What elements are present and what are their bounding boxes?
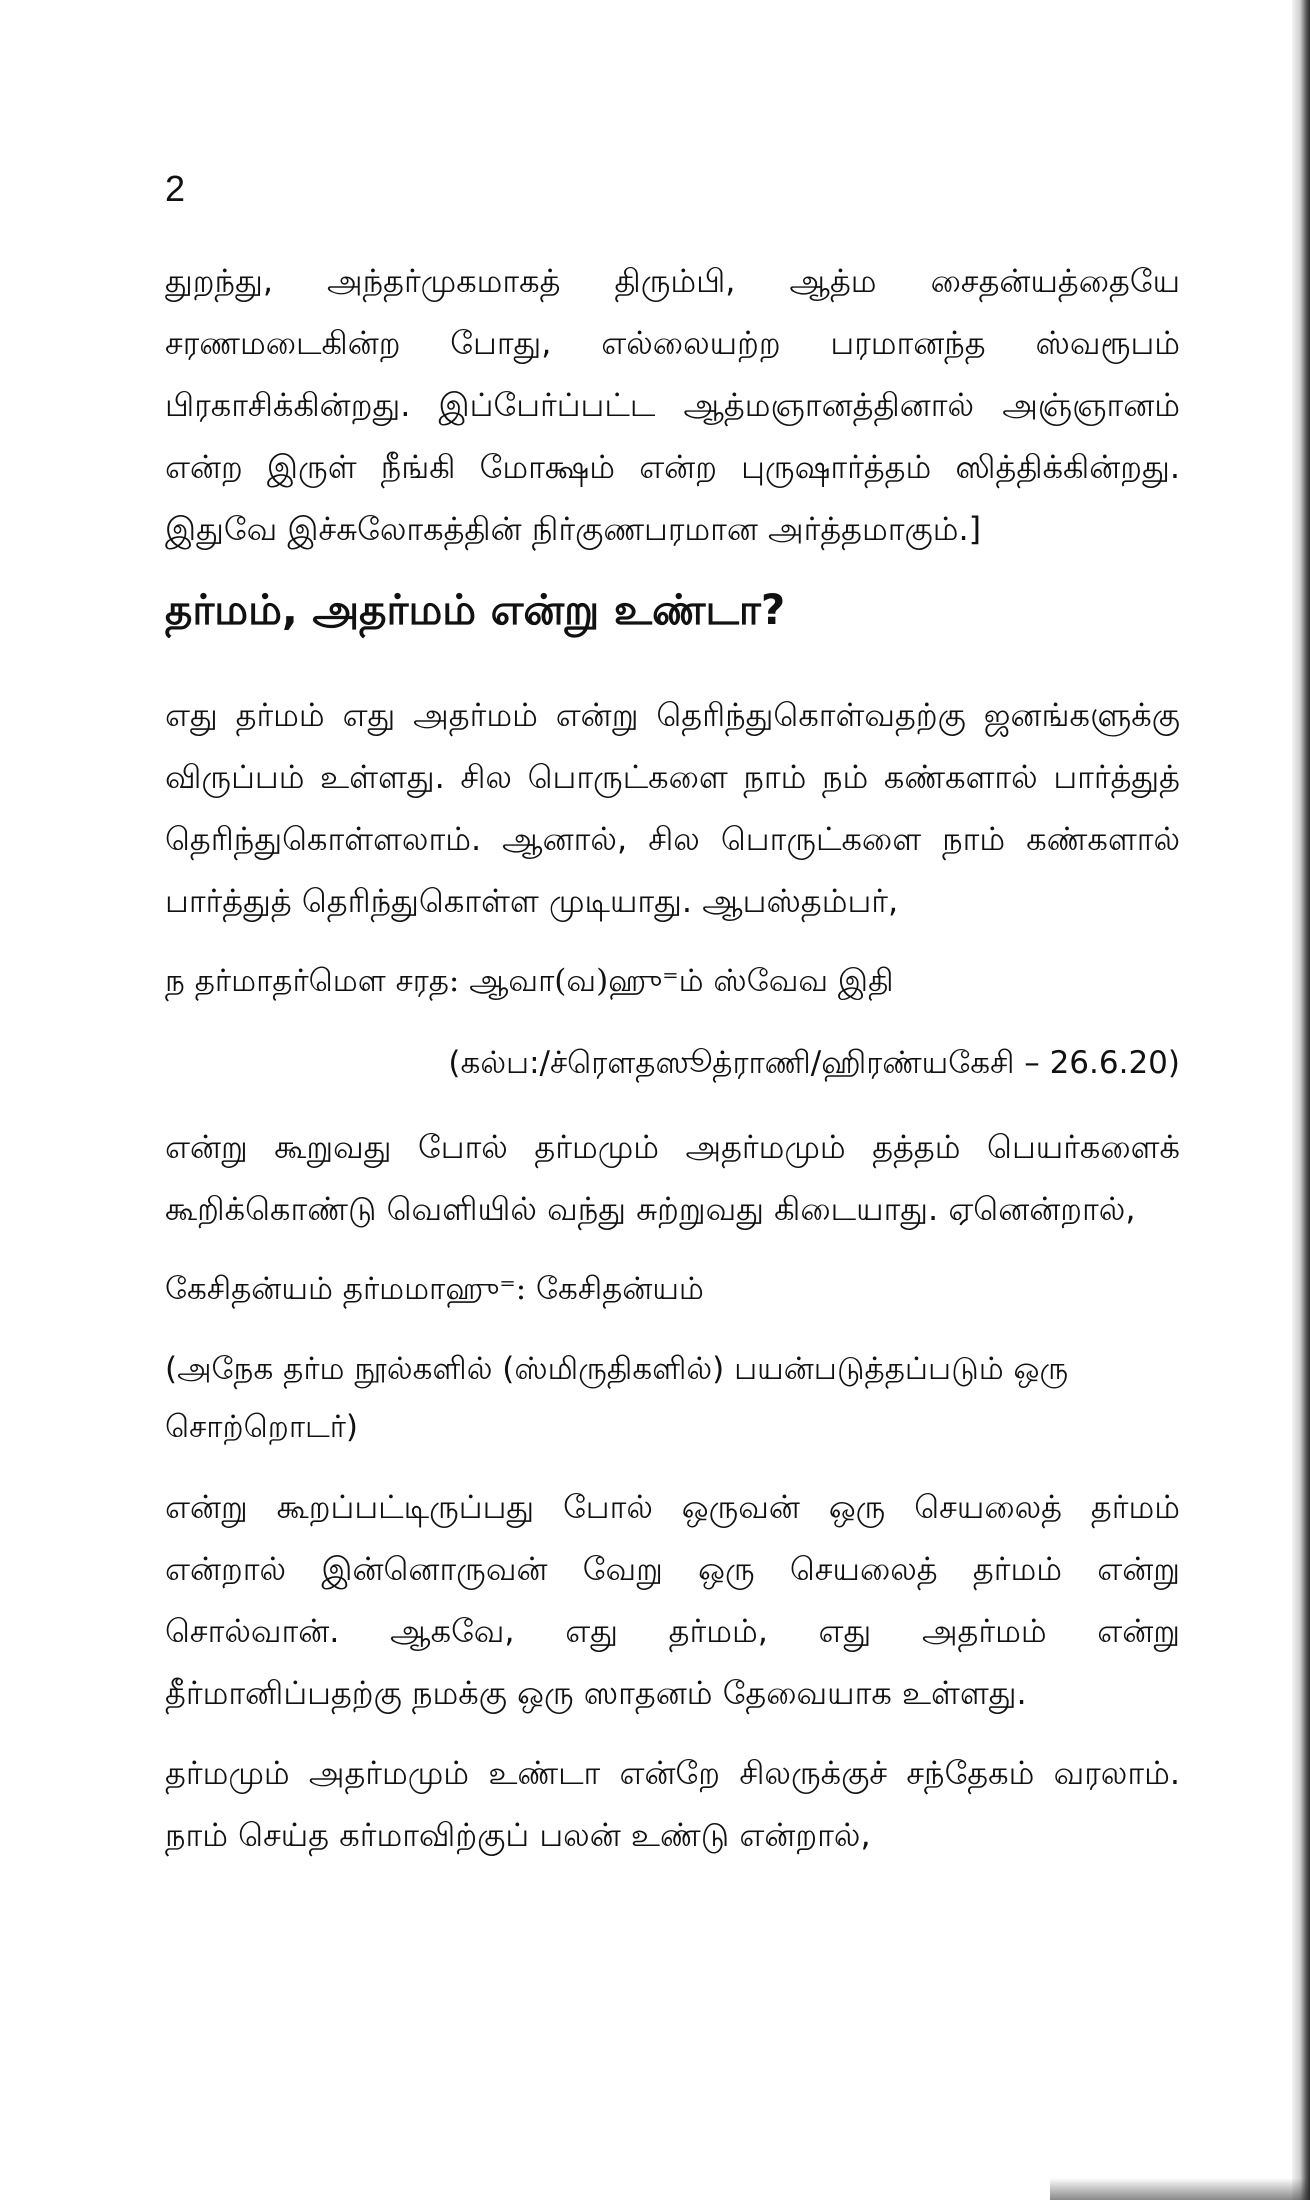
paragraph-doubt: தர்மமும் அதர்மமும் உண்டா என்றே சிலருக்குச் சந்தேகம் வரலாம். நாம் செய்த கர்மாவிற்குப் பலன் உண்டு என்றால், — [165, 1754, 1180, 1854]
paragraph-explanation: என்று கூறுவது போல் தர்மமும் அதர்மமும் தத்தம் பெயர்களைக் கூறிக்கொண்டு வெளியில் வந்து சுற்றுவது கிடையாது. ஏனென்றால், — [165, 1128, 1180, 1228]
paragraph-conclusion: என்று கூறப்பட்டிருப்பது போல் ஒருவன் ஒரு செயலைத் தர்மம் என்றால் இன்னொருவன் வேறு ஒரு செயலைத் தர்மம் என்று சொல்வான். ஆகவே, எது தர்மம், எது அதர்மம் என்று தீர்மானிப்பதற்கு நமக்கு ஒரு ஸாதனம் தேவையாக உள்ளது. — [165, 1488, 1180, 1712]
page-number: 2 — [165, 168, 186, 209]
page-body — [165, 250, 1180, 1884]
page-corner-shadow — [1050, 2178, 1310, 2200]
sanskrit-verse-1: ந தர்மாதர்மௌ சரத: ஆவா(வ)ஹு⁼ம் ஸ்வேவ இதி — [165, 963, 894, 999]
page-edge-shadow — [1292, 0, 1310, 2200]
verse-note: (அநேக தர்ம நூல்களில் (ஸ்மிருதிகளில்) பயன்படுத்தப்படும் ஒரு சொற்றொடர்) — [165, 1351, 1069, 1445]
verse-reference: (கல்ப:/ச்ரௌதஸூத்ராணி/ஹிரண்யகேசி – 26.6.20) — [448, 1045, 1180, 1081]
section-heading: தர்மம், அதர்மம் என்று உண்டா? — [165, 585, 786, 634]
paragraph-continuation: துறந்து, அந்தர்முகமாகத் திரும்பி, ஆத்ம சைதன்யத்தையே சரணமடைகின்ற போது, எல்லையற்ற பரமானந்த ஸ்வரூபம் பிரகாசிக்கின்றது. இப்பேர்ப்பட்ட ஆத்மஞானத்தினால் அஞ்ஞானம் என்ற இருள் நீங்கி மோக்ஷம் என்ற புருஷார்த்தம் ஸித்திக்கின்றது. இதுவே இச்சுலோகத்தின் நிர்குணபரமான அர்த்தமாகும்.] — [165, 262, 1180, 548]
paragraph-intro: எது தர்மம் எது அதர்மம் என்று தெரிந்துகொள்வதற்கு ஜனங்களுக்கு விருப்பம் உள்ளது. சில பொருட்களை நாம் நம் கண்களால் பார்த்துத் தெரிந்துகொள்ளலாம். ஆனால், சில பொருட்களை நாம் கண்களால் பார்த்துத் தெரிந்துகொள்ள முடியாது. ஆபஸ்தம்பர், — [165, 696, 1180, 920]
sanskrit-verse-2: கேசிதன்யம் தர்மமாஹு⁼: கேசிதன்யம் — [165, 1271, 704, 1307]
